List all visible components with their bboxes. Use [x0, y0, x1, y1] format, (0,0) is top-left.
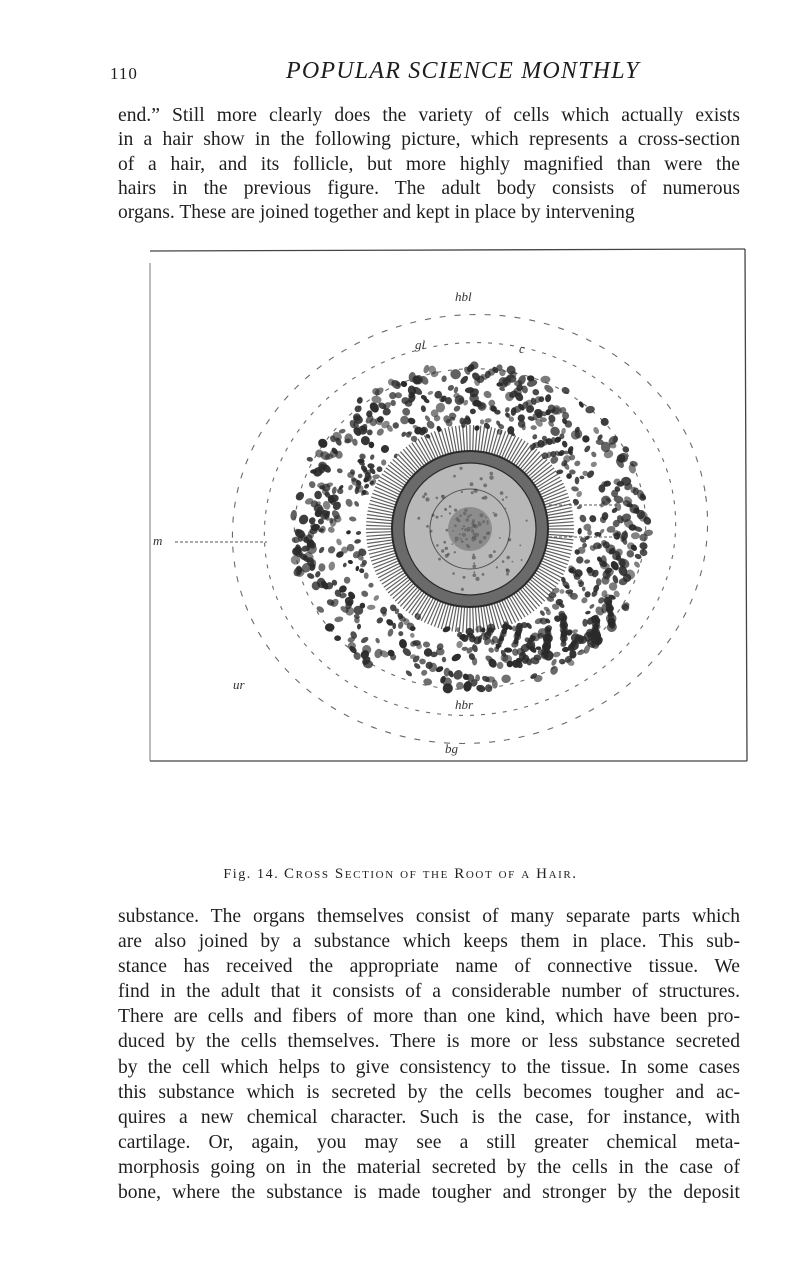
follicle-cell [453, 404, 462, 412]
label-bg: bg [445, 741, 458, 756]
follicle-cell [336, 468, 343, 474]
follicle-cell [318, 563, 325, 572]
follicle-cell [405, 669, 413, 677]
cortex-granule [482, 497, 485, 500]
cortex-granule [454, 551, 456, 553]
follicle-cell [376, 465, 384, 473]
sheath-hatch [463, 425, 465, 451]
follicle-cell [581, 434, 591, 444]
follicle-cell [357, 473, 363, 479]
follicle-cell [578, 514, 587, 524]
follicle-cell [592, 426, 600, 435]
text-line: of a hair, and its follicle, but more highly magnified than were the [118, 153, 740, 175]
follicle-cell [346, 530, 352, 536]
cortex-granule [441, 515, 443, 517]
follicle-cell [343, 576, 350, 584]
sheath-hatch [369, 548, 394, 554]
cortex-granule [489, 475, 493, 479]
follicle-cell [364, 572, 369, 579]
follicle-cell [357, 624, 362, 630]
follicle-cell [363, 483, 370, 490]
follicle-cell [325, 623, 335, 632]
sheath-hatch [367, 537, 393, 540]
follicle-cell [422, 641, 430, 648]
sheath-hatch [412, 594, 427, 616]
cortex-granule [441, 495, 443, 497]
sheath-hatch [412, 443, 427, 465]
cortex-granule [444, 508, 447, 511]
follicle-cell [381, 459, 387, 466]
follicle-cell [369, 454, 375, 461]
sheath-hatch [548, 537, 574, 540]
sheath-hatch [516, 592, 531, 613]
follicle-cell [544, 394, 552, 403]
cortex-granule [461, 491, 463, 493]
sheath-hatch [367, 518, 393, 521]
follicle-cell [347, 484, 354, 491]
sheath-hatch [384, 573, 406, 588]
text-line: bone, where the substance is made tougher and stronger by the deposit [118, 1182, 740, 1204]
follicle-cell [540, 376, 550, 384]
sheath-hatch [548, 525, 574, 526]
cortex-granule [480, 477, 483, 480]
cortex-granule [454, 509, 457, 512]
cortex-granule [526, 520, 528, 522]
follicle-cell [375, 616, 384, 625]
follicle-cell [475, 684, 486, 693]
label-m: m [153, 533, 163, 548]
sheath-hatch [386, 468, 407, 483]
follicle-cell [409, 632, 415, 638]
text-line: find in the adult that it consists of a considerable number of structures. [118, 981, 740, 1003]
cortex-granule [426, 525, 429, 528]
cortex-granule [483, 484, 487, 488]
follicle-cell [427, 390, 434, 395]
follicle-cell [349, 516, 357, 522]
follicle-cell [318, 546, 326, 554]
follicle-cell [344, 498, 354, 508]
cortex-granule [449, 512, 451, 514]
cortex-granule [473, 573, 477, 577]
cortex-granule [521, 559, 523, 561]
follicle-cell [470, 408, 476, 414]
follicle-cell [335, 538, 343, 546]
follicle-cell [308, 480, 317, 489]
cortex-granule [482, 573, 485, 576]
cortex-granule [505, 496, 507, 498]
cortex-granule [473, 562, 475, 564]
follicle-cell [314, 491, 322, 500]
follicle-cell [600, 417, 610, 427]
text-line: morphosis going on in the material secreted by the cells in the case of [118, 1156, 740, 1178]
follicle-cell [453, 386, 459, 394]
label-ur: ur [233, 677, 245, 692]
follicle-cell [306, 572, 315, 580]
cortex-granule [451, 543, 453, 545]
follicle-cell [479, 419, 484, 425]
sheath-hatch [548, 534, 574, 536]
figure-caption-text: Cross Section of the Root of a Hair. [284, 866, 578, 882]
cortex-granule [512, 561, 514, 563]
cortex-granule [459, 467, 462, 470]
figure-caption [0, 866, 801, 883]
follicle-cell [559, 588, 565, 594]
cortex-granule [449, 505, 452, 508]
follicle-cell [390, 400, 396, 406]
cortex-granule [438, 558, 441, 561]
cortex-granule [424, 493, 427, 496]
cortex-granule [471, 491, 474, 494]
sheath-hatch [445, 428, 451, 453]
sheath-hatch [516, 445, 531, 466]
follicle-cell [585, 610, 591, 615]
figure-caption-number: Fig. 14. [223, 867, 280, 882]
follicle-cell [331, 486, 337, 495]
cortex-granule [446, 529, 449, 532]
follicle-cell [497, 662, 504, 670]
follicle-cell [561, 440, 568, 448]
follicle-cell [442, 625, 452, 633]
cortex-granule [494, 513, 498, 517]
follicle-cell [576, 505, 582, 510]
cortex-granule [499, 537, 501, 539]
cortex-granule [519, 545, 521, 547]
follicle-cell [588, 569, 595, 577]
sheath-hatch [382, 474, 404, 488]
follicle-cell [501, 674, 511, 684]
follicle-cell [456, 640, 464, 649]
cortex-granule [436, 544, 439, 547]
follicle-cell [355, 531, 361, 536]
cortex-granule [506, 556, 510, 560]
text-line: end.” Still more clearly does the variety of cells which actually exists [118, 105, 740, 126]
cortex-granule [417, 517, 420, 520]
follicle-cell [419, 658, 426, 665]
cortex-granule [500, 491, 504, 495]
follicle-cell [411, 436, 418, 442]
follicle-cell [334, 635, 341, 641]
cortex-granule [472, 556, 476, 560]
text-line: duced by the cells themselves. There is more or less substance secreted [118, 1031, 740, 1053]
cortex-granule [493, 512, 495, 514]
follicle-cell [631, 532, 640, 539]
follicle-cell [354, 539, 362, 545]
follicle-cell [552, 651, 561, 658]
cortex-granule [490, 472, 494, 476]
hair-cross-section-figure [149, 243, 751, 763]
text-line: quires a new chemical character. Such is the case, for instance, with [118, 1106, 740, 1128]
sheath-hatch [366, 532, 392, 533]
follicle-cell [584, 559, 591, 564]
sheath-hatch [548, 522, 574, 524]
follicle-cell [398, 638, 408, 649]
follicle-cell [504, 406, 510, 413]
follicle-cell [577, 528, 582, 535]
sheath-hatch [489, 428, 495, 453]
follicle-cell [372, 474, 380, 480]
follicle-cell [452, 668, 465, 681]
follicle-cell [392, 422, 400, 430]
follicle-cell [532, 388, 541, 396]
sheath-hatch [473, 425, 474, 451]
cortex-granule [473, 571, 475, 573]
follicle-cell [355, 566, 359, 572]
cortex-granule [441, 549, 444, 552]
sheath-hatch [386, 575, 407, 590]
follicle-cell [297, 513, 310, 526]
paragraph-bottom [118, 904, 740, 1205]
text-line: by the cell which helps to give consistency to the tissue. In some cases [118, 1056, 740, 1078]
cortex-granule [493, 550, 496, 553]
cortex-granule [436, 497, 439, 500]
sheath-hatch [514, 594, 529, 616]
figure-frame-top [150, 249, 745, 251]
follicle-cell [356, 396, 364, 404]
sheath-hatch [466, 425, 467, 451]
text-line: this substance which is secreted by the cells becomes tougher and ac- [118, 1081, 740, 1103]
follicle-cell [487, 646, 495, 654]
page-number: 110 [110, 64, 138, 83]
follicle-cell [484, 418, 492, 424]
follicle-cell [347, 559, 353, 564]
running-title: POPULAR SCIENCE MONTHLY [286, 58, 640, 84]
sheath-hatch [536, 570, 558, 584]
follicle-cell [441, 375, 447, 382]
follicle-cell [549, 665, 559, 676]
cortex-granule [422, 495, 425, 498]
follicle-cell [582, 586, 586, 591]
follicle-cell [375, 637, 381, 644]
follicle-cell [379, 443, 390, 454]
cortex-granule [506, 569, 510, 573]
cortex-granule [445, 547, 448, 550]
follicle-cell [294, 490, 306, 502]
follicle-cell [328, 561, 336, 571]
cortex-granule [461, 588, 464, 591]
cortex-granule [452, 572, 455, 575]
follicle-cell [589, 603, 596, 610]
follicle-cell [290, 510, 298, 521]
follicle-cell [367, 463, 375, 469]
follicle-cell [315, 605, 325, 614]
text-line: There are cells and fibers of more than one kind, which have been pro- [118, 1006, 740, 1028]
follicle-cell [531, 425, 537, 430]
paragraph-top [118, 104, 740, 225]
hair-shaft-core [392, 451, 548, 607]
label-c: c [519, 341, 525, 356]
follicle-cell [442, 657, 447, 663]
cortex-granule [506, 573, 509, 576]
text-line: substance. The organs themselves consist of many separate parts which [118, 906, 740, 927]
cortex-granule [470, 482, 474, 486]
follicle-cell [342, 562, 347, 568]
follicle-cell [582, 619, 587, 627]
follicle-cell [420, 669, 428, 677]
follicle-cell [387, 628, 395, 637]
sheath-hatch [463, 607, 465, 633]
sheath-hatch [445, 605, 451, 630]
sheath-hatch [366, 522, 392, 524]
follicle-cell [353, 500, 360, 507]
follicle-cell [367, 604, 376, 610]
cortex-granule [489, 554, 493, 558]
follicle-cell [573, 459, 581, 467]
follicle-cell [605, 620, 619, 634]
follicle-cell [401, 406, 412, 417]
sheath-hatch [548, 518, 574, 521]
follicle-cell [482, 390, 492, 400]
follicle-cell [575, 477, 580, 485]
cortex-granule [443, 541, 446, 544]
follicle-cell [375, 427, 385, 437]
cortex-granule [447, 553, 450, 556]
follicle-cell [398, 631, 403, 636]
sheath-hatch [536, 474, 558, 488]
text-line: stance has received the appropriate name of connective tissue. We [118, 956, 740, 978]
cortex-granule [473, 554, 475, 556]
follicle-cell [397, 621, 404, 630]
label-hbl: hbl [455, 289, 472, 304]
sheath-hatch [548, 532, 574, 533]
sheath-hatch [366, 534, 392, 536]
sheath-hatch [535, 573, 557, 588]
follicle-cell [450, 652, 462, 663]
sheath-hatch [459, 426, 462, 452]
follicle-cell [633, 560, 641, 568]
follicle-cell [590, 461, 598, 468]
follicle-cell [539, 609, 546, 616]
sheath-hatch [409, 592, 424, 613]
follicle-cell [360, 636, 370, 645]
sheath-hatch [533, 468, 554, 483]
label-hbr: hbr [455, 697, 474, 712]
sheath-hatch [415, 595, 429, 617]
follicle-cell [420, 405, 426, 413]
cortex-granule [463, 576, 466, 579]
follicle-cell [590, 451, 597, 459]
follicle-cell [360, 589, 369, 598]
cortex-granule [502, 499, 504, 501]
follicle-cell [327, 526, 335, 534]
follicle-cell [583, 444, 591, 453]
follicle-cell [620, 602, 630, 612]
sheath-hatch [409, 445, 424, 466]
follicle-cell [588, 514, 598, 524]
sheath-hatch [415, 441, 429, 463]
follicle-cell [306, 456, 313, 462]
follicle-cell [314, 570, 321, 578]
follicle-cell [359, 568, 365, 574]
cortex-granule [472, 565, 476, 569]
follicle-cell [571, 486, 580, 493]
follicle-cell [556, 469, 564, 475]
sheath-hatch [511, 441, 525, 463]
follicle-cell [575, 556, 584, 565]
sheath-hatch [369, 504, 394, 510]
follicle-cell [543, 383, 555, 394]
label-l: l [623, 527, 627, 542]
sheath-hatch [514, 443, 529, 465]
label-gl: gl [415, 337, 426, 352]
running-head [0, 58, 801, 90]
text-line: organs. These are joined together and kept in place by intervening [118, 202, 635, 224]
sheath-hatch [366, 525, 392, 526]
text-line: in a hair show in the following picture, which represents a cross-section [118, 129, 740, 151]
follicle-cell [395, 392, 403, 398]
follicle-cell [326, 545, 336, 555]
cortex-granule [496, 566, 498, 568]
cortex-granule [425, 497, 429, 501]
cortex-granule [502, 560, 505, 563]
sheath-hatch [533, 575, 554, 590]
follicle-cell [372, 594, 380, 602]
sheath-hatch [535, 471, 557, 486]
medulla-center [448, 507, 492, 551]
follicle-cell [400, 415, 409, 424]
sheath-hatch [384, 471, 406, 486]
text-line: cartilage. Or, again, you may see a still greater chemical meta- [118, 1131, 740, 1153]
sheath-hatch [473, 607, 474, 633]
follicle-cell [368, 582, 374, 588]
sheath-hatch [511, 595, 525, 617]
cortex-granule [436, 516, 439, 519]
follicle-cell [353, 404, 362, 413]
follicle-cell [560, 386, 570, 396]
sheath-hatch [382, 570, 404, 584]
cortex-granule [453, 475, 456, 478]
sheath-hatch [459, 607, 462, 633]
sheath-hatch [546, 548, 571, 554]
cortex-granule [475, 577, 479, 581]
follicle-cell [531, 433, 538, 440]
follicle-cell [579, 476, 584, 480]
follicle-cell [334, 616, 344, 623]
text-line: are also joined by a substance which keeps them in place. This sub- [118, 931, 740, 953]
text-line: hairs in the previous figure. The adult body consists of numerous [118, 177, 740, 199]
figure-frame-right [745, 249, 747, 761]
